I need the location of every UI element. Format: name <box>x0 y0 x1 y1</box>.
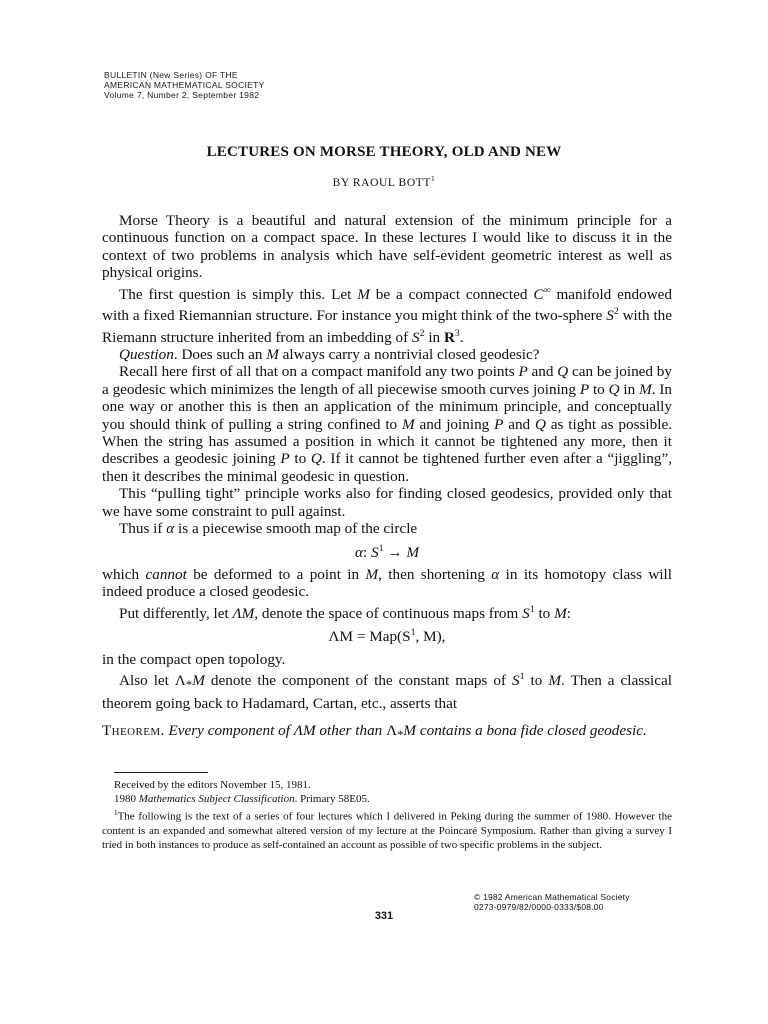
footnote-msc: 1980 Mathematics Subject Classification. Primary 58E05. <box>114 793 370 806</box>
paper-title: LECTURES ON MORSE THEORY, OLD AND NEW <box>206 144 562 160</box>
journal-name-line2: AMERICAN MATHEMATICAL SOCIETY <box>104 80 265 90</box>
footnote-lecture-note: $^1$The following is the text of a series of four lectures which I delivered in Peking during the summer of 1980. However the content is an expanded and somewhat altered version of my lecture at the Poincaré Symposium. Rather than giving a survey I tried in both instances to produce as self-contained an account as possible of two specific problems in the subject. <box>102 809 672 852</box>
journal-header <box>104 70 265 100</box>
author-footnote-mark: 1 <box>430 174 436 183</box>
paragraph-question: Question. Does such an M always carry a nontrivial closed geodesic? <box>119 346 540 364</box>
copyright-code: 0273-0979/82/0000-0333/$08.00 <box>474 902 604 912</box>
theorem-label: Theorem. <box>102 722 165 740</box>
paragraph-topology: in the compact open topology. <box>102 650 286 668</box>
paragraph-put-differently: Put differently, let ΛM, denote the space of continuous maps from $S^1$ to M: <box>119 603 571 622</box>
journal-name-line1: BULLETIN (New Series) OF THE <box>104 70 238 80</box>
paragraph-pulling-tight: This “pulling tight” principle works also for finding closed geodesics, provided only that we have some constraint to pull against. <box>102 485 672 520</box>
copyright-notice <box>474 892 630 912</box>
body-text <box>102 212 672 744</box>
footnote-divider <box>114 772 208 773</box>
paragraph-also-let: Also let $\Lambda_*M$ denote the component of the constant maps of $S^1$ to M. Then a classical theorem going back to Hadamard, Cartan, etc., asserts that <box>102 671 672 712</box>
question-label: Question <box>119 346 174 364</box>
theorem-statement: Theorem. Every component of ΛM other than $\Lambda_*M$ contains a bona fide closed geodesic. <box>102 722 647 743</box>
paragraph-recall: Recall here first of all that on a compact manifold any two points P and Q can be joined by a geodesic which minimizes the length of all piecewise smooth curves joining P to Q in M. In one way or another this is then an application of the minimum principle, and conceptually you should think of pulling a string confined to M and joining P and Q as tight as possible. When the string has assumed a position in which it cannot be tightened any more, then it describes a geodesic joining P to Q. If it cannot be tightened further even after a “jiggling”, then it describes the minimal geodesic in question. <box>102 363 672 485</box>
author-line <box>0 174 768 189</box>
formula-alpha-map: α: $S^1 \to M$ <box>355 542 419 561</box>
footnotes <box>102 778 672 853</box>
paragraph-intro: Morse Theory is a beautiful and natural extension of the minimum principle for a continuous function on a compact space. In these lectures I would like to discuss it in the context of two problems in analysis which have self-evident geometric interest as well as physical origins. <box>102 212 672 282</box>
footnote-received: Received by the editors November 15, 1981. <box>114 779 311 791</box>
copyright-line: © 1982 American Mathematical Society <box>474 892 630 902</box>
journal-volume: Volume 7, Number 2, September 1982 <box>104 90 260 100</box>
paragraph-homotopy: which cannot be deformed to a point in M, then shortening α in its homotopy class will indeed produce a closed geodesic. <box>102 565 672 601</box>
author-name: BY RAOUL BOTT <box>332 176 431 189</box>
paragraph-thus: Thus if α is a piecewise smooth map of the circle <box>119 520 418 538</box>
formula-loop-space: $\Lambda M = Map(S^1$, M), <box>328 627 446 646</box>
page-number: 331 <box>374 910 394 922</box>
paragraph-first-question: The first question is simply this. Let M be a compact connected C∞ manifold endowed with a fixed Riemannian structure. For instance you might think of the two-sphere $S^2$ with the Riemann structure inherited from an imbedding of $S^2$ in $R^3$. <box>102 284 672 346</box>
